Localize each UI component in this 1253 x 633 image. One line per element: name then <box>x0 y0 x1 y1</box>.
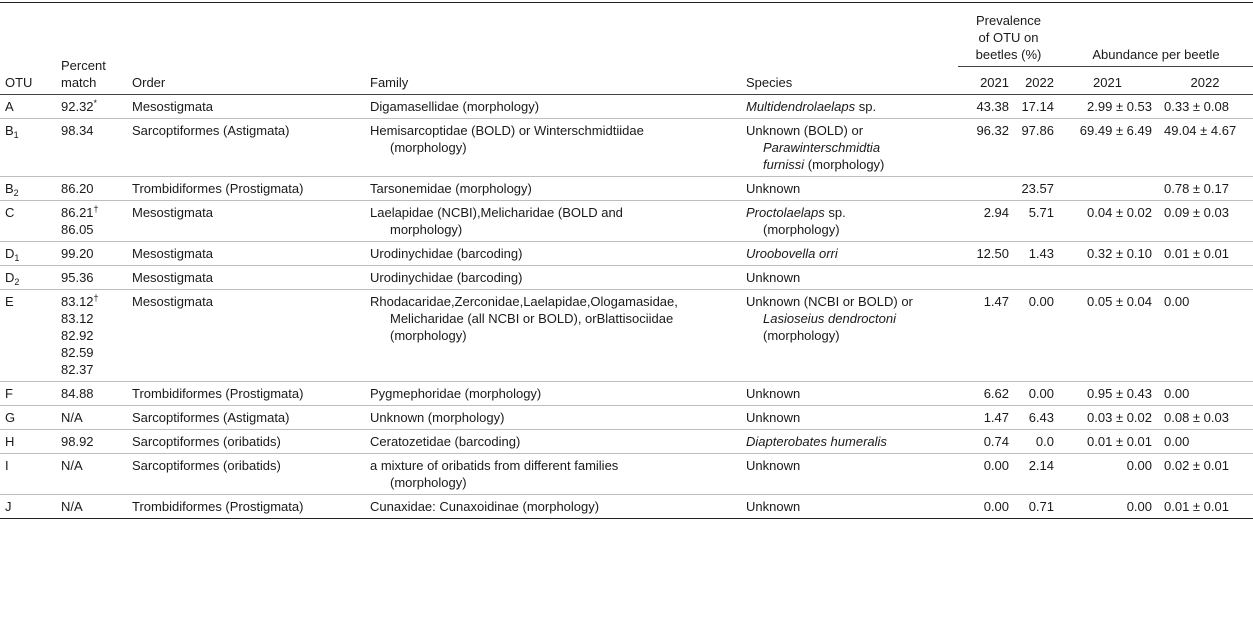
numeric-value: 0.32 ± 0.10 <box>1087 246 1152 261</box>
species-cell <box>741 454 958 495</box>
numeric-value: 0.00 <box>1028 294 1054 309</box>
species-cell <box>741 382 958 406</box>
percent-value: N/A <box>61 410 83 425</box>
table-body <box>0 95 1253 519</box>
numeric-value: 23.57 <box>1021 181 1054 196</box>
otu-cell <box>0 95 56 119</box>
otu-cell <box>0 290 56 382</box>
species-line <box>746 293 954 310</box>
percent-value: 82.37 <box>61 362 94 377</box>
numeric-value: 1.47 <box>983 410 1009 425</box>
species-cell <box>741 430 958 454</box>
order-cell <box>127 454 365 495</box>
species-line <box>746 139 954 156</box>
species-cell <box>741 266 958 290</box>
abundance-2022-cell <box>1156 266 1253 290</box>
numeric-value: 6.43 <box>1028 410 1054 425</box>
family-cell <box>365 177 741 201</box>
species-cell <box>741 119 958 177</box>
percent-match-value <box>61 433 123 450</box>
prevalence-2021-cell <box>958 266 1013 290</box>
otu-label: F <box>5 386 13 401</box>
table-row <box>0 119 1253 177</box>
footnote-mark: † <box>93 204 99 214</box>
table-row <box>0 495 1253 519</box>
table-row <box>0 95 1253 119</box>
order-cell <box>127 266 365 290</box>
prevalence-2022-cell <box>1013 382 1058 406</box>
otu-subscript: 1 <box>13 130 19 140</box>
family-line: Ceratozetidae (barcoding) <box>370 434 521 449</box>
abundance-2022-cell <box>1156 454 1253 495</box>
percent-match-value <box>61 310 123 327</box>
percent-value: 86.05 <box>61 222 94 237</box>
species-text: Parawinterschmidtia <box>763 140 881 155</box>
order-cell <box>127 242 365 266</box>
otu-cell <box>0 382 56 406</box>
prevalence-2022-cell <box>1013 95 1058 119</box>
abundance-2021-cell <box>1058 406 1156 430</box>
header-otu: OTU <box>0 3 56 95</box>
percent-match-value <box>61 98 123 115</box>
family-cell <box>365 242 741 266</box>
header-species: Species <box>741 3 958 95</box>
species-line <box>746 204 954 221</box>
species-cell <box>741 495 958 519</box>
numeric-value: 2.94 <box>983 205 1009 220</box>
percent-match-value <box>61 498 123 515</box>
numeric-value: 1.43 <box>1028 246 1054 261</box>
numeric-value: 0.02 ± 0.01 <box>1164 458 1229 473</box>
prevalence-2021-cell <box>958 406 1013 430</box>
percent-match-cell <box>56 177 127 201</box>
percent-match-value <box>61 180 123 197</box>
species-cell <box>741 242 958 266</box>
otu-label: B <box>5 123 14 138</box>
percent-value: 86.20 <box>61 181 94 196</box>
abundance-2022-cell <box>1156 495 1253 519</box>
numeric-value: 0.09 ± 0.03 <box>1164 205 1229 220</box>
order-cell <box>127 290 365 382</box>
percent-match-cell <box>56 382 127 406</box>
header-prevalence: Prevalence of OTU on beetles (%) <box>958 3 1058 67</box>
species-text: Unknown <box>746 386 801 401</box>
percent-value: 83.12 <box>61 311 94 326</box>
footnote-mark: * <box>93 98 98 108</box>
order-cell <box>127 495 365 519</box>
family-cell <box>365 406 741 430</box>
otu-label: E <box>5 294 14 309</box>
percent-match-value <box>61 457 123 474</box>
percent-value: 98.34 <box>61 123 94 138</box>
table-row <box>0 266 1253 290</box>
order-cell <box>127 177 365 201</box>
prevalence-2022-cell <box>1013 454 1058 495</box>
order-cell <box>127 119 365 177</box>
numeric-value: 0.33 ± 0.08 <box>1164 99 1229 114</box>
abundance-2022-cell <box>1156 430 1253 454</box>
order-cell <box>127 382 365 406</box>
abundance-2022-cell <box>1156 177 1253 201</box>
otu-cell <box>0 430 56 454</box>
numeric-value: 0.05 ± 0.04 <box>1087 294 1152 309</box>
percent-value: 92.32 <box>61 99 94 114</box>
species-text: Unknown <box>746 181 801 196</box>
otu-label: G <box>5 410 16 425</box>
numeric-value: 0.01 ± 0.01 <box>1164 499 1229 514</box>
order-value: Mesostigmata <box>132 294 213 309</box>
family-line: Tarsonemidae (morphology) <box>370 181 532 196</box>
percent-value: N/A <box>61 499 83 514</box>
prevalence-2022-cell <box>1013 266 1058 290</box>
table-row <box>0 430 1253 454</box>
species-text: (morphology) <box>763 222 840 237</box>
abundance-2022-cell <box>1156 119 1253 177</box>
otu-cell <box>0 201 56 242</box>
percent-match-value <box>61 385 123 402</box>
percent-match-value <box>61 361 123 378</box>
otu-cell <box>0 119 56 177</box>
species-line <box>746 327 954 344</box>
table-row <box>0 406 1253 430</box>
abundance-2022-cell <box>1156 382 1253 406</box>
otu-label: D <box>5 270 15 285</box>
family-cell <box>365 201 741 242</box>
prevalence-2021-cell <box>958 290 1013 382</box>
otu-label: A <box>5 99 14 114</box>
table-row <box>0 201 1253 242</box>
numeric-value: 96.32 <box>976 123 1009 138</box>
species-cell <box>741 201 958 242</box>
otu-cell <box>0 454 56 495</box>
table-row <box>0 177 1253 201</box>
order-value: Mesostigmata <box>132 99 213 114</box>
species-text: furnissi <box>763 157 805 172</box>
abundance-2021-cell <box>1058 95 1156 119</box>
family-line: a mixture of oribatids from different families <box>370 458 619 473</box>
family-line: Urodinychidae (barcoding) <box>370 246 523 261</box>
otu-label: D <box>5 246 15 261</box>
species-line <box>746 98 954 115</box>
table-row <box>0 382 1253 406</box>
order-value: Trombidiformes (Prostigmata) <box>132 499 304 514</box>
percent-match-cell <box>56 242 127 266</box>
family-cell <box>365 382 741 406</box>
otu-subscript: 2 <box>13 188 19 198</box>
order-cell <box>127 430 365 454</box>
species-text: Lasioseius dendroctoni <box>763 311 896 326</box>
table-header <box>0 3 1253 95</box>
order-cell <box>127 201 365 242</box>
header-abundance: Abundance per beetle <box>1058 3 1253 67</box>
prevalence-2022-cell <box>1013 406 1058 430</box>
abundance-2022-cell <box>1156 406 1253 430</box>
otu-cell <box>0 495 56 519</box>
percent-value: N/A <box>61 458 83 473</box>
species-cell <box>741 177 958 201</box>
numeric-value: 49.04 ± 4.67 <box>1164 123 1237 138</box>
abundance-2022-cell <box>1156 95 1253 119</box>
header-prevalence-2021: 2021 <box>958 67 1013 95</box>
abundance-2021-cell <box>1058 454 1156 495</box>
prevalence-2021-cell <box>958 454 1013 495</box>
numeric-value: 0.00 <box>1126 499 1152 514</box>
percent-match-value <box>61 204 123 221</box>
species-line <box>746 457 954 474</box>
prevalence-2021-cell <box>958 382 1013 406</box>
family-cell <box>365 119 741 177</box>
otu-label: C <box>5 205 15 220</box>
family-line: Unknown (morphology) <box>370 410 505 425</box>
percent-value: 82.92 <box>61 328 94 343</box>
numeric-value: 2.14 <box>1028 458 1054 473</box>
prevalence-2022-cell <box>1013 430 1058 454</box>
percent-match-value <box>61 245 123 262</box>
abundance-2021-cell <box>1058 290 1156 382</box>
header-abundance-2022: 2022 <box>1156 67 1253 95</box>
species-text: Unknown <box>746 499 801 514</box>
numeric-value: 0.78 ± 0.17 <box>1164 181 1229 196</box>
prevalence-2022-cell <box>1013 201 1058 242</box>
species-text: Multidendrolaelaps <box>746 99 856 114</box>
prevalence-2021-cell <box>958 95 1013 119</box>
percent-value: 82.59 <box>61 345 94 360</box>
otu-cell <box>0 242 56 266</box>
numeric-value: 0.0 <box>1035 434 1054 449</box>
header-prevalence-2022: 2022 <box>1013 67 1058 95</box>
percent-match-value <box>61 122 123 139</box>
species-text: Unknown <box>746 410 801 425</box>
prevalence-2022-cell <box>1013 177 1058 201</box>
percent-match-value <box>61 293 123 310</box>
numeric-value: 97.86 <box>1021 123 1054 138</box>
otu-label: H <box>5 434 15 449</box>
species-line <box>746 385 954 402</box>
species-line <box>746 310 954 327</box>
family-line: Rhodacaridae,Zerconidae,Laelapidae,Ologamasidae, <box>370 294 678 309</box>
percent-match-cell <box>56 454 127 495</box>
otu-subscript: 1 <box>14 253 20 263</box>
family-cell <box>365 495 741 519</box>
abundance-2022-cell <box>1156 290 1253 382</box>
family-cell <box>365 266 741 290</box>
numeric-value: 0.74 <box>983 434 1009 449</box>
numeric-value: 0.71 <box>1028 499 1054 514</box>
numeric-value: 0.00 <box>1164 386 1190 401</box>
percent-match-value <box>61 327 123 344</box>
numeric-value: 0.08 ± 0.03 <box>1164 410 1229 425</box>
species-text: Unknown (NCBI or BOLD) or <box>746 294 913 309</box>
numeric-value: 0.00 <box>983 458 1009 473</box>
abundance-2021-cell <box>1058 119 1156 177</box>
header-percent-match: Percent match <box>56 3 127 95</box>
order-value: Sarcoptiformes (oribatids) <box>132 434 281 449</box>
abundance-2021-cell <box>1058 382 1156 406</box>
family-cell <box>365 430 741 454</box>
numeric-value: 1.47 <box>983 294 1009 309</box>
abundance-2022-cell <box>1156 201 1253 242</box>
numeric-value: 0.00 <box>983 499 1009 514</box>
otu-cell <box>0 177 56 201</box>
prevalence-2021-cell <box>958 201 1013 242</box>
mite-otu-table <box>0 2 1253 519</box>
numeric-value: 43.38 <box>976 99 1009 114</box>
percent-match-cell <box>56 406 127 430</box>
abundance-2021-cell <box>1058 201 1156 242</box>
abundance-2021-cell <box>1058 242 1156 266</box>
prevalence-2022-cell <box>1013 242 1058 266</box>
otu-cell <box>0 266 56 290</box>
header-family: Family <box>365 3 741 95</box>
numeric-value: 0.03 ± 0.02 <box>1087 410 1152 425</box>
otu-subscript: 2 <box>14 277 20 287</box>
prevalence-2021-cell <box>958 119 1013 177</box>
otu-cell <box>0 406 56 430</box>
numeric-value: 0.00 <box>1164 294 1190 309</box>
numeric-value: 6.62 <box>983 386 1009 401</box>
family-cell <box>365 454 741 495</box>
family-line: Cunaxidae: Cunaxoidinae (morphology) <box>370 499 600 514</box>
header-order: Order <box>127 3 365 95</box>
percent-match-cell <box>56 290 127 382</box>
numeric-value: 5.71 <box>1028 205 1054 220</box>
order-value: Mesostigmata <box>132 270 213 285</box>
family-line: Hemisarcoptidae (BOLD) or Winterschmidtiidae <box>370 123 644 138</box>
percent-value: 83.12 <box>61 294 94 309</box>
family-line: Urodinychidae (barcoding) <box>370 270 523 285</box>
percent-match-cell <box>56 495 127 519</box>
species-line <box>746 156 954 173</box>
species-text: Unknown (BOLD) or <box>746 123 864 138</box>
order-value: Trombidiformes (Prostigmata) <box>132 386 304 401</box>
footnote-mark: † <box>93 293 99 303</box>
numeric-value: 0.00 <box>1126 458 1152 473</box>
species-text: sp. <box>824 205 846 220</box>
numeric-value: 17.14 <box>1021 99 1054 114</box>
species-line <box>746 269 954 286</box>
percent-match-cell <box>56 201 127 242</box>
species-line <box>746 180 954 197</box>
family-line: (morphology) <box>390 475 467 490</box>
numeric-value: 69.49 ± 6.49 <box>1079 123 1152 138</box>
percent-match-cell <box>56 430 127 454</box>
numeric-value: 2.99 ± 0.53 <box>1087 99 1152 114</box>
family-cell <box>365 290 741 382</box>
family-line: (morphology) <box>390 140 467 155</box>
numeric-value: 0.00 <box>1028 386 1054 401</box>
species-line <box>746 221 954 238</box>
otu-label: J <box>5 499 12 514</box>
percent-value: 98.92 <box>61 434 94 449</box>
abundance-2022-cell <box>1156 242 1253 266</box>
percent-match-value <box>61 409 123 426</box>
order-cell <box>127 95 365 119</box>
order-value: Sarcoptiformes (Astigmata) <box>132 123 290 138</box>
otu-label: I <box>5 458 9 473</box>
species-text: Unknown <box>746 458 801 473</box>
table-row <box>0 290 1253 382</box>
species-text: Diapterobates humeralis <box>746 434 887 449</box>
numeric-value: 0.01 ± 0.01 <box>1164 246 1229 261</box>
family-line: (morphology) <box>390 328 467 343</box>
species-cell <box>741 290 958 382</box>
numeric-value: 0.00 <box>1164 434 1190 449</box>
species-text: Uroobovella orri <box>746 246 838 261</box>
order-value: Sarcoptiformes (Astigmata) <box>132 410 290 425</box>
species-text: Proctolaelaps <box>746 205 825 220</box>
percent-value: 95.36 <box>61 270 94 285</box>
prevalence-2022-cell <box>1013 495 1058 519</box>
percent-match-value <box>61 344 123 361</box>
species-line <box>746 122 954 139</box>
species-text: sp. <box>855 99 877 114</box>
abundance-2021-cell <box>1058 495 1156 519</box>
otu-label: B <box>5 181 14 196</box>
species-text: (morphology) <box>804 157 885 172</box>
order-value: Sarcoptiformes (oribatids) <box>132 458 281 473</box>
numeric-value: 12.50 <box>976 246 1009 261</box>
family-line: Laelapidae (NCBI),Melicharidae (BOLD and <box>370 205 623 220</box>
prevalence-2021-cell <box>958 430 1013 454</box>
species-text: (morphology) <box>763 328 840 343</box>
species-cell <box>741 406 958 430</box>
family-cell <box>365 95 741 119</box>
percent-match-cell <box>56 95 127 119</box>
abundance-2021-cell <box>1058 430 1156 454</box>
order-cell <box>127 406 365 430</box>
percent-match-value <box>61 221 123 238</box>
prevalence-2021-cell <box>958 177 1013 201</box>
family-line: Digamasellidae (morphology) <box>370 99 540 114</box>
header-abundance-2021: 2021 <box>1058 67 1156 95</box>
family-line: Pygmephoridae (morphology) <box>370 386 542 401</box>
species-line <box>746 498 954 515</box>
species-text: Unknown <box>746 270 801 285</box>
prevalence-2022-cell <box>1013 119 1058 177</box>
percent-match-value <box>61 269 123 286</box>
family-line: morphology) <box>390 222 463 237</box>
numeric-value: 0.04 ± 0.02 <box>1087 205 1152 220</box>
prevalence-2021-cell <box>958 242 1013 266</box>
family-line: Melicharidae (all NCBI or BOLD), orBlattisociidae <box>390 311 674 326</box>
percent-match-cell <box>56 119 127 177</box>
species-line <box>746 433 954 450</box>
numeric-value: 0.01 ± 0.01 <box>1087 434 1152 449</box>
percent-match-cell <box>56 266 127 290</box>
abundance-2021-cell <box>1058 266 1156 290</box>
order-value: Trombidiformes (Prostigmata) <box>132 181 304 196</box>
species-line <box>746 409 954 426</box>
percent-value: 99.20 <box>61 246 94 261</box>
percent-value: 84.88 <box>61 386 94 401</box>
species-line <box>746 245 954 262</box>
numeric-value: 0.95 ± 0.43 <box>1087 386 1152 401</box>
order-value: Mesostigmata <box>132 246 213 261</box>
abundance-2021-cell <box>1058 177 1156 201</box>
table-row <box>0 454 1253 495</box>
table-row <box>0 242 1253 266</box>
species-cell <box>741 95 958 119</box>
prevalence-2021-cell <box>958 495 1013 519</box>
prevalence-2022-cell <box>1013 290 1058 382</box>
order-value: Mesostigmata <box>132 205 213 220</box>
percent-value: 86.21 <box>61 205 94 220</box>
